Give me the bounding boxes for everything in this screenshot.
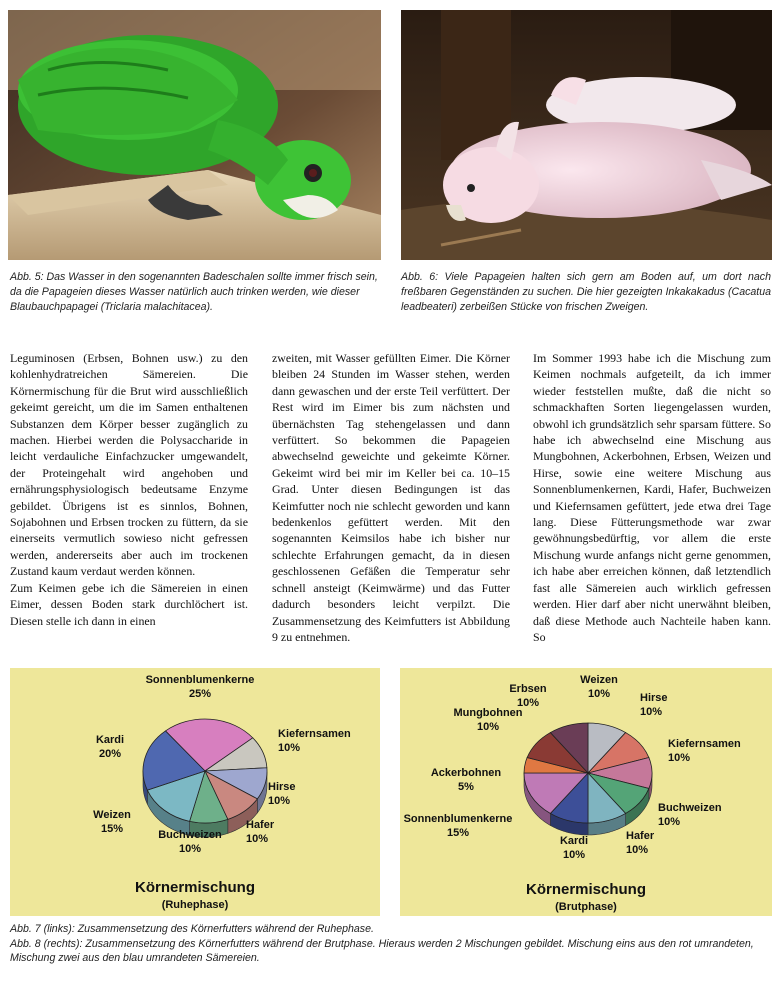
slice-label: Kiefernsamen	[668, 738, 741, 750]
pie-chart-ruhephase	[10, 668, 380, 916]
caption-abb5: Abb. 5: Das Wasser in den sogenannten Badeschalen sollte immer frisch sein, da die Papageien dieses Wasser natürlich auch trinken werden, wie dieser Blaubauchpapagei (Triclaria malachitacea).	[10, 271, 378, 313]
slice-value: 20%	[98, 748, 122, 760]
chart-ruhephase	[10, 668, 380, 916]
chart-subtitle: (Brutphase)	[555, 901, 617, 913]
cockatoo-photo-illustration	[401, 10, 772, 260]
slice-value: 15%	[446, 827, 470, 839]
slice-value: 10%	[246, 833, 269, 845]
slice-label: Buchweizen	[658, 802, 722, 814]
slice-label: Kiefernsamen	[278, 728, 351, 740]
slice-label: Kardi	[95, 734, 125, 746]
slice-value: 10%	[178, 843, 202, 855]
caption-abb7: Abb. 7 (links): Zusammensetzung des Körnerfutters während der Ruhephase.	[10, 923, 374, 935]
text-column-1	[10, 350, 248, 678]
paragraph: Im Sommer 1993 habe ich die Mischung zum Keimen nochmals aufgeteilt, da ich immer wieder feststellen mußte, daß die nicht so schmackhaften Sorten liegengelassen wurden, obwohl ich grundsätzlich sehr sparsam füttere. So habe ich abwechselnd eine Mischung aus Mungbohnen, Ackerbohnen, Erbsen, Weizen und Hirse, sowie eine weitere Mischung aus Sonnenblumenkernen, Kardi, Hafer, Buchweizen und Kiefernsamen gefüttert, jede etwa drei Tage lang. Diese Fütterungsmethode war zwar gewöhnungsbedürftig, vor allem die erste Mischung wurde anfangs nicht gerne genommen, ich habe aber erreichen können, daß letztendlich fast alle Sämereien auch wirklich gefressen werden. Hier darf aber nicht unerwähnt bleiben, daß diese Methode auch Nachteile haben kann. So	[533, 351, 771, 644]
slice-value: 10%	[516, 697, 540, 709]
caption-abb8: Abb. 8 (rechts): Zusammensetzung des Körnerfutters während der Brutphase. Hieraus werden 2 Mischungen gebildet. Mischung eins aus den rot umrandeten, Mischung zwei aus den blau umrandeten Sämereien.	[10, 937, 754, 965]
slice-label: Hirse	[268, 781, 296, 793]
slice-value: 10%	[476, 721, 500, 733]
slice-label: Mungbohnen	[453, 707, 523, 719]
slice-label: Weizen	[93, 809, 131, 821]
slice-label: Buchweizen	[158, 829, 222, 841]
paragraph: Leguminosen (Erbsen, Bohnen usw.) zu den kohlenhydratreichen Sämereien. Die Körnermischung für die Brut wird ausschließlich gekeimt gereicht, um die im Samen enthaltenen Substanzen dem Körper besser zugänglich zu machen. Hierbei werden die Polysaccharide in leicht verdauliche Einfachzucker umgewandelt, der Proteingehalt wird angehoben und ernährungsphysiologisch bedeutsame Enzyme gebildet. Übrigens ist es sinnlos, Bohnen, Sojabohnen und Erbsen trocken zu füttern, da sie einerseits vermutlich sowieso nicht gefressen werden, andererseits aber auch im trockenen Zustand kaum verdaut werden können.	[10, 351, 248, 579]
slice-value: 10%	[640, 706, 663, 718]
slice-value: 10%	[278, 742, 301, 754]
slice-label: Hafer	[246, 819, 275, 831]
chart-title: Körnermischung	[525, 881, 647, 898]
slice-label: Sonnenblumenkerne	[145, 674, 255, 686]
slice-label: Kardi	[559, 835, 589, 847]
slice-value: 10%	[626, 844, 649, 856]
pie-slices	[524, 723, 652, 835]
slice-label: Hafer	[626, 830, 655, 842]
slice-value: 10%	[658, 816, 681, 828]
paragraph: Zum Keimen gebe ich die Sämereien in einen Eimer, dessen Boden stark durchlöchert ist. Diesen stelle ich dann in einen	[10, 580, 248, 628]
slice-label: Hirse	[640, 692, 668, 704]
chart-title: Körnermischung	[134, 879, 256, 896]
parrot-photo-illustration	[8, 10, 381, 260]
slice-value: 25%	[188, 688, 212, 700]
chart-brutphase	[400, 668, 772, 916]
figure-captions	[10, 922, 775, 966]
caption-abb6: Abb. 6: Viele Papageien halten sich gern am Boden auf, um dort nach freßbaren Gegenständen zu suchen. Die hier gezeigten Inkakakadus (Cacatua leadbeateri) zerbeißen Stücke von frischen Zweigen.	[401, 271, 771, 313]
slice-value: 10%	[562, 849, 586, 861]
slice-value: 5%	[458, 781, 474, 793]
slice-label: Ackerbohnen	[430, 767, 502, 779]
slice-label: Erbsen	[509, 683, 547, 695]
slice-label: Weizen	[580, 674, 618, 686]
pie-chart-brutphase	[400, 668, 772, 916]
slice-value: 15%	[100, 823, 124, 835]
paragraph: zweiten, mit Wasser gefüllten Eimer. Die Körner bleiben 24 Stunden im Wasser stehen, werden dann gewaschen und der erste Teil verfüttert. Der Rest wird im Eimer bis zum nächsten und übernächsten Tag stehengelassen und dann verfüttert. So bekommen die Papageien abwechselnd geweichte und gekeimte Körner. Gekeimt wird bei mir im Keller bei ca. 10–15 Grad. Unter diesen Bedingungen ist das Keimfutter noch nie schlecht geworden und kann bedenkenlos gefüttert werden. Mit den sogenannten Keimsilos habe ich bisher nur schlechte Erfahrungen gemacht, da in diesen geschlossenen Gefäßen die Temperatur sehr schnell ansteigt (Keimwärme) und das Futter dadurch besonders leicht verpilzt. Die Zusammensetzung des Keimfutters ist Abbildung 9 zu entnehmen.	[272, 351, 510, 644]
slice-value: 10%	[268, 795, 291, 807]
photo-blaubauchpapagei	[8, 10, 381, 260]
slice-value: 10%	[587, 688, 611, 700]
text-column-2	[272, 350, 510, 678]
slice-label: Sonnenblumenkerne	[403, 813, 513, 825]
chart-subtitle: (Ruhephase)	[161, 899, 229, 911]
slice-value: 10%	[668, 752, 691, 764]
photo-inkakakadus	[401, 10, 772, 260]
text-column-3	[533, 350, 771, 678]
